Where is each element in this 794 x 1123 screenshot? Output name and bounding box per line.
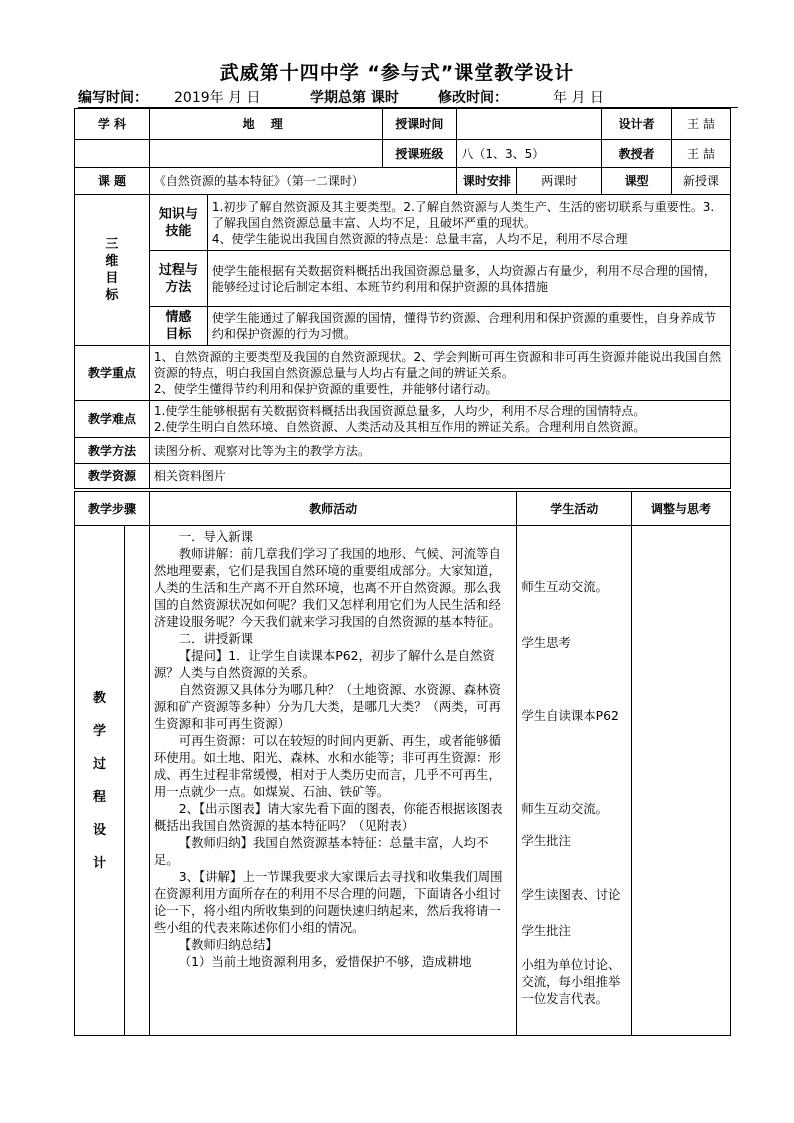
empty-cell xyxy=(75,140,150,168)
schedule-value: 两课时 xyxy=(517,168,602,195)
page-title: 武威第十四中学 “参与式”课堂教学设计 xyxy=(219,62,575,84)
subject-value: 地 理 xyxy=(149,109,382,140)
step-sub-cell xyxy=(124,526,149,1036)
type-value: 新授课 xyxy=(672,168,731,195)
topic-label: 课 题 xyxy=(75,168,150,195)
teacher-value: 王 喆 xyxy=(672,140,731,168)
header-reflection: 调整与思考 xyxy=(632,492,731,526)
process-table xyxy=(74,491,731,1036)
process-method-text: 使学生能根据有关数据资料概括出我国资源总量多，人均资源占有量少，利用不尽合理的国情，能够经过讨论后制定本组、本班节约利用和保护资源的具体措施 xyxy=(207,251,730,307)
modify-value: 年 月 日 xyxy=(553,90,604,106)
info-table xyxy=(74,108,731,489)
time-label: 授课时间 xyxy=(382,109,457,140)
method-label: 教学方法 xyxy=(75,438,150,464)
student-activity: 师生互动交流。 学生思考 学生自读课本P62 师生互动交流。 学生批注 学生读图表、讨论 学生批注 小组为单位讨论、交流，每小组推举一位发言代表。 xyxy=(517,526,632,1036)
objectives-label: 三维目标 xyxy=(75,195,150,346)
designer-value: 王 喆 xyxy=(672,109,731,140)
period-label: 学期总第 课时 xyxy=(310,90,399,106)
resources-label: 教学资源 xyxy=(75,464,150,489)
step-label: 教 学 过 程 设 计 xyxy=(75,526,125,1036)
topic-value: 《自然资源的基本特征》（第一二课时） xyxy=(149,168,456,195)
meta-line xyxy=(78,87,738,108)
header-teacher: 教师活动 xyxy=(149,492,516,526)
designer-label: 设计者 xyxy=(602,109,672,140)
knowledge-label: 知识与技能 xyxy=(149,195,207,251)
process-method-label: 过程与方法 xyxy=(149,251,207,307)
write-time-value: 2019年 月 日 xyxy=(174,90,261,106)
method-text: 读图分析、观察对比等为主的教学方法。 xyxy=(149,438,730,464)
modify-label: 修改时间： xyxy=(438,90,508,106)
header-student: 学生活动 xyxy=(517,492,632,526)
empty-cell xyxy=(149,140,382,168)
reflection-cell xyxy=(632,526,731,1036)
knowledge-text: 1.初步了解自然资源及其主要类型。2.了解自然资源与人类生产、生活的密切联系与重要性。3.了解我国自然资源总量丰富、人均不足，且破坏严重的现状。 4、使学生能说出我国自然资源的特点是：总量丰富，人均不足，利用不尽合理 xyxy=(207,195,730,251)
difficulties-label: 教学难点 xyxy=(75,401,150,438)
resources-text: 相关资料图片 xyxy=(149,464,730,489)
key-points-label: 教学重点 xyxy=(75,346,150,401)
class-label: 授课班级 xyxy=(382,140,457,168)
time-value xyxy=(457,109,602,140)
teacher-activity: 一．导入新课 教师讲解：前几章我们学习了我国的地形、气候、河流等自然地理要素，它们是我国自然环境的重要组成部分。大家知道，人类的生活和生产离不开自然环境，也离不开自然资源。那么我国的自然资源状况如何呢？我们又怎样利用它们为人民生活和经济建设服务呢？今天我们就来学习我国的自然资源的基本特征。 二．讲授新课 【提问】1．让学生自读课本P62，初步了解什么是自然资源？人类与自然资源的关系。 自然资源又具体分为哪几种？（土地资源、水资源、森林资源和矿产资源等多种）分为几大类，是哪几大类？（两类，可再生资源和非可再生资源） 可再生资源：可以在较短的时间内更新、再生，或者能够循环使用。如土地、阳光、森林、水和水能等；非可再生资源：形成、再生过程非常缓慢，相对于人类历史而言，几乎不可再生，用一点就少一点。如煤炭、石油、铁矿等。 2、【出示图表】请大家先看下面的图表，你能否根据该图表概括出我国自然资源的基本特征吗？（见附表） 【教师归纳】我国自然资源基本特征：总量丰富，人均不足。 3、【讲解】上一节课我要求大家课后去寻找和收集我们周围在资源利用方面所存在的利用不尽合理的问题，下面请各小组讨论一下，将小组内所收集到的问题快速归纳起来，然后我将请一些小组的代表来陈述你们小组的情况。 【教师归纳总结】 （1）当前土地资源利用多，爱惜保护不够，造成耕地 xyxy=(149,526,516,1036)
class-value: 八（1、3、5） xyxy=(457,140,602,168)
emotion-label: 情感目标 xyxy=(149,307,207,346)
key-points-text: 1、自然资源的主要类型及我国的自然资源现状。2、学会判断可再生资源和非可再生资源并能说出我国自然资源的特点，明白我国自然资源总量与人均占有量之间的辨证关系。 2、使学生懂得节约利用和保护资源的重要性，并能够付诸行动。 xyxy=(149,346,730,401)
teacher-label: 教授者 xyxy=(602,140,672,168)
write-time-label: 编写时间： xyxy=(78,90,148,106)
type-label: 课型 xyxy=(602,168,672,195)
subject-label: 学 科 xyxy=(75,109,150,140)
header-step: 教学步骤 xyxy=(75,492,150,526)
schedule-label: 课时安排 xyxy=(457,168,517,195)
emotion-text: 使学生能通过了解我国资源的国情，懂得节约资源、合理利用和保护资源的重要性，自身养成节约和保护资源的行为习惯。 xyxy=(207,307,730,346)
difficulties-text: 1.使学生能够根据有关数据资料概括出我国资源总量多，人均少，利用不尽合理的国情特点。 2.使学生明白自然环境、自然资源、人类活动及其相互作用的辨证关系。合理利用自然资源。 xyxy=(149,401,730,438)
